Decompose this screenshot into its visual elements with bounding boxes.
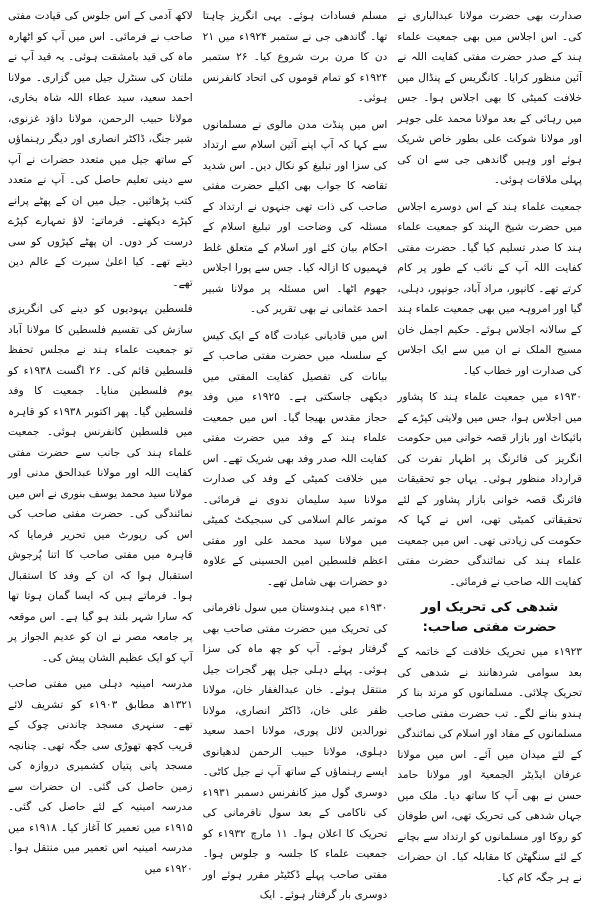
paragraph: ۱۹۳۰ء میں ہندوستان میں سول نافرمانی کی تحریک میں حضرت مفتی صاحب بھی گرفتار ہوئے۔ آپ کو چھ ماہ کی سزا ہوئی۔ پہلے دہلی جیل پھر گجرات جیل منتقل ہوئے۔ خان عبدالغفار خان، مولانا ظفر علی خان، ڈاکٹر انصاری، مولانا نورالدین لائل پوری، مولانا احمد سعید دہلوی، مولانا حبیب الرحمن لدھیانوی ایسے رہنماؤں کے ساتھ آپ نے جیل کاٹی۔ دوسری گول میز کانفرنس دسمبر ۱۹۳۱ء کی ناکامی کے بعد سول نافرمانی کی تحریک کا اعلان ہوا۔ ۱۱ مارچ ۱۹۳۲ء کو جمعیت علماء کا جلسہ و جلوس ہوا۔ مفتی صاحب پہلے ڈکٹیٹر مقرر ہوئے اور دوسری بار گرفتار ہوئے۔ ایک xyxy=(202,602,388,901)
paragraph: صدارت بھی حضرت مولانا عبدالباری نے کی۔ اس اجلاس میں بھی جمعیت علماء ہند کے صدر حضرت مفتی کفایت اللہ نے آئین منظور کرایا۔ کانگریس کے پنڈال میں خلافت کمیٹی کا بھی اجلاس ہوا۔ جس میں رہائی کے بعد مولانا محمد علی جوہر اور مولانا شوکت علی بطور خاص شریک ہوئے اور وہیں گاندھی جی سے ان کی پہلی ملاقات ہوئی۔ xyxy=(397,10,582,186)
paragraph: مسلم فسادات ہوئے۔ یہی انگریز چاہتا تھا۔ گاندھی جی نے ستمبر ۱۹۲۴ء میں ۲۱ دن کا مرن برت شروع کیا۔ ۲۶ ستمبر ۱۹۲۴ء کو تمام قوموں کی اتحاد کانفرنس ہوئی۔ xyxy=(202,10,388,104)
paragraph: ۱۹۲۳ء میں تحریک خلافت کے خاتمہ کے بعد سوامی شردھانند نے شدھی کی تحریک چلائی۔ مسلمانوں کو مرتد بنا کر ہندو بنانے لگے۔ تب حضرت مفتی صاحب مسلمانوں کے مفاد اور اسلام کی نمائندگی کے لئے میدان میں آئے۔ اس میں مولانا عرفان ایڈیٹر الجمعیۃ اور مولانا حامد حسن نے بھی آپ کا ساتھ دیا۔ ملک میں جہاں شدھی کی تحریک تھی، اس طوفان کو روکا اور مسلمانوں کو ارتداد سے بچانے کے لئے سنگھٹن کا مقابلہ کیا۔ ان حضرات نے ہر جگہ کام کیا۔ xyxy=(397,646,582,884)
section-heading: شدھی کی تحریک اور حضرت مفتی صاحب: xyxy=(421,600,559,635)
text-column-right xyxy=(397,6,582,884)
paragraph: اس میں پنڈت مدن مالوی نے مسلمانوں سے کہا کہ آپ اپنے آئین اسلام سے ارتداد کی سزا اور تبلیغ کو نکال دیں۔ اس شدید تقاضہ کا جواب بھی اکیلے حضرت مفتی صاحب کی ذات تھی جنہوں نے ارتداد کے مسئلہ کی وضاحت اور تبلیغ اسلام کے احکام بیان کئے اور اسلام کے متعلق غلط فہمیوں کا ازالہ کیا۔ جس سے پورا اجلاس جھوم اٹھا۔ اس مسئلہ پر مولانا شبیر احمد عثمانی نے بھی تقریر کی۔ xyxy=(202,118,388,315)
text-column-middle xyxy=(202,6,388,901)
paragraph: لاکھ آدمی کے اس جلوس کی قیادت مفتی صاحب نے فرمائی۔ اس میں آپ کو اٹھارہ ماہ کی قید بامشقت ہوئی۔ یہ قید آپ نے ملتان کی سنٹرل جیل میں گزاری۔ مولانا احمد سعید، سید عطاء اللہ شاہ بخاری، مولانا حبیب الرحمن، مولانا داؤد غزنوی، شیر جنگ، ڈاکٹر انصاری اور دیگر رہنماؤں کے ساتھ جیل میں متعدد حضرات نے آپ سے دینی تعلیم حاصل کی۔ آپ نے متعدد کتب پڑھائیں۔ جیل میں ان کے پھٹے پرانے کپڑے دیکھتے۔ فرماتے: لاؤ تمہارے کپڑے درست کر دوں۔ ان پھٹے کپڑوں کو سی دیتے تھے۔ کیا اعلیٰ سیرت کے عالم دین تھے۔ xyxy=(7,10,193,289)
text-column-left xyxy=(7,6,193,875)
paragraph: مدرسہ امینیہ دہلی میں مفتی صاحب ۱۳۲۱ھ مطابق ۱۹۰۳ء کو تشریف لائے تھے۔ سنہری مسجد چاندنی چوک کے قریب کچھ تھوڑی سی جگہ تھی۔ چنانچہ مسجد پانی پتیاں کشمیری دروازہ کی زمین حاصل کی گئی۔ ان حضرات سے مدرسہ امینیہ کے لئے حاصل کی گئی۔ ۱۹۱۵ء میں تعمیر کا آغاز کیا۔ ۱۹۱۸ء میں مدرسہ امینیہ اس تعمیر میں منتقل ہوا۔ ۱۹۲۰ء میں xyxy=(7,678,193,875)
paragraph: ۱۹۳۰ء میں جمعیت علماء ہند کا پشاور میں اجلاس ہوا، جس میں ولایتی کپڑے کے بائیکاٹ اور بازار قصہ خوانی میں حکومت انگریز کی فائرنگ پر اظہار نفرت کی قرارداد منظور ہوئی۔ یہاں جو تحقیقات فائرنگ قصہ خوانی بازار پشاور کے لئے تحقیقاتی کمیٹی تھی، اس نے کہا کہ حکومت کی زیادتی تھی۔ اس میں جمعیت علماء ہند کی نمائندگی حضرت مفتی کفایت اللہ صاحب نے فرمائی۔ xyxy=(397,391,582,588)
paragraph: فلسطین یہودیوں کو دینے کی انگریزی سازش کی تقسیم فلسطین کا مولانا آباد تو جمعیت علماء ہند نے مجلس تحفظ فلسطین قائم کی۔ ۲۶ اگست ۱۹۳۸ء کو یوم فلسطین منایا۔ جمعیت کا وفد فلسطین گیا۔ پھر اکتوبر ۱۹۳۸ء کو قاہرہ میں فلسطین کانفرنس ہوئی۔ جمعیت علماء ہند کی جانب سے حضرت مفتی کفایت اللہ اور مولانا عبدالحق مدنی اور مولانا سید محمد یوسف بنوری نے اس میں نمائندگی کی۔ حضرت مفتی صاحب کی اس کی رپورٹ میں تحریر فرمایا کہ قاہرہ میں مفتی صاحب کا اتنا پُرجوش استقبال ہوا کہ ان کے وفد کا استقبال ہوا۔ فرماتے ہیں کہ ایسا گمان ہوتا تھا کہ سارا شہر بلند ہو گیا ہے۔ اس موقعہ پر جامعہ مصر نے ان کو عدیم الجواز پر آپ کو ایک عظیم الشان پیش کی۔ xyxy=(7,303,193,664)
paragraph: جمعیت علماء ہند کے اس دوسرے اجلاس میں حضرت شیخ الہند کو جمعیت علماء ہند کا صدر تسلیم کیا گیا۔ حضرت مفتی کفایت اللہ آپ کے نائب کے طور پر کام کرتے تھے۔ کانپور، مراد آباد، جونپور، دہلی، گیا اور امروہہ میں بھی جمعیت علماء ہند کے سالانہ اجلاس ہوئے۔ حکیم اجمل خان مسیح الملک نے ان میں سے ایک اجلاس کی صدارت اور خطاب کیا۔ xyxy=(397,200,582,377)
paragraph: اس میں قادیانی عبادت گاہ کے ایک کیس کے سلسلہ میں حضرت مفتی صاحب کے بیانات کی تفصیل کفایت المفتی میں دیکھی جاسکتی ہے۔ ۱۹۲۵ء میں وفد حجاز مقدس بھیجا گیا۔ اس میں جمعیت علماء ہند کے وفد میں حضرت مفتی کفایت اللہ صدر وفد بھی شریک تھے۔ اس میں خلافت کمیٹی کے وفد کی صدارت مولانا سید سلیمان ندوی نے فرمائی۔ موتمر عالم اسلامی کی سبجیکٹ کمیٹی میں مولانا سید محمد علی اور مفتی اعظم فلسطین امین الحسینی کے علاوہ دو حضرات بھی شامل تھے۔ xyxy=(202,329,388,588)
